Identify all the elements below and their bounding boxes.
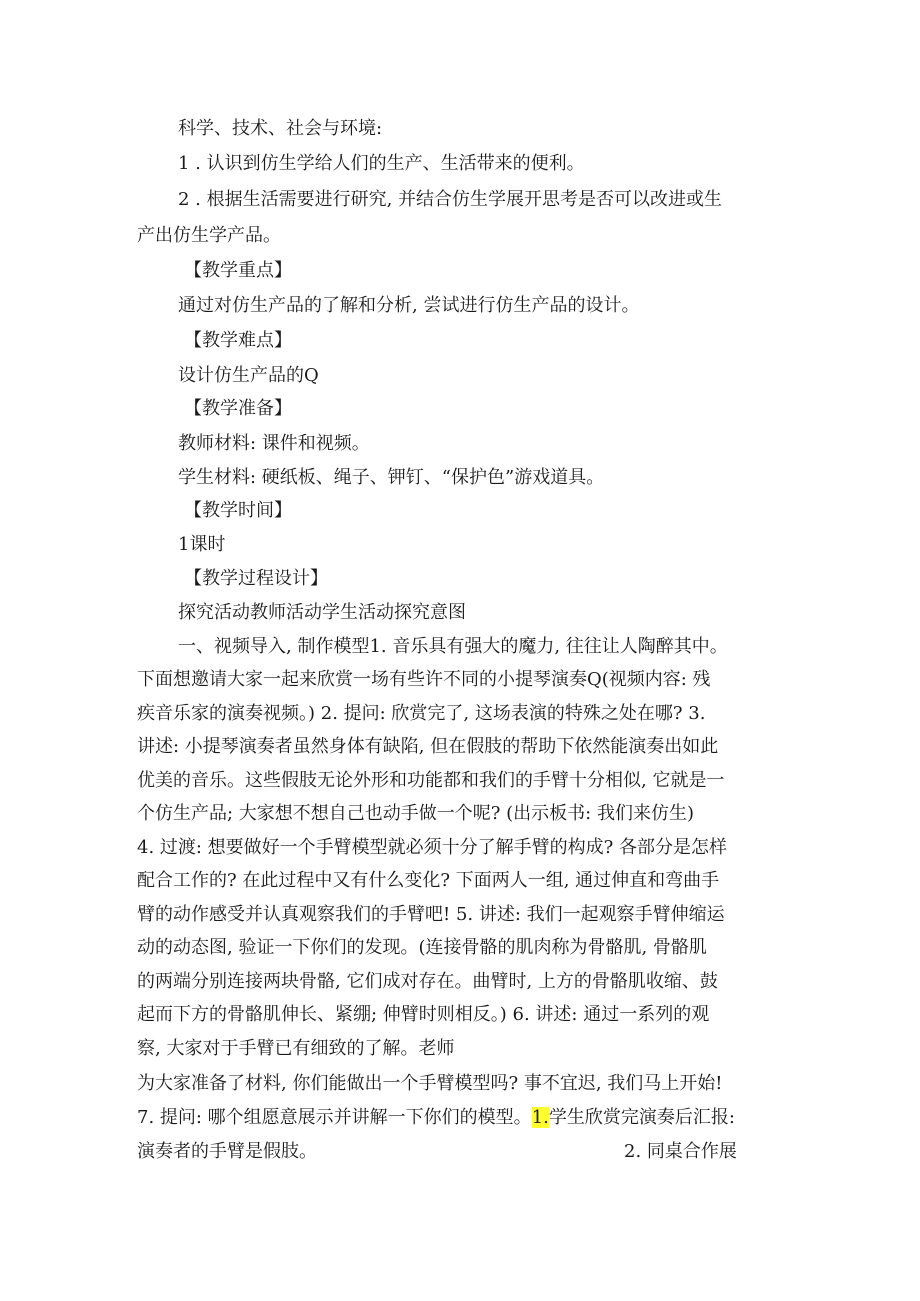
body-line-last-left: 演奏者的手臂是假肢。 [137,1141,317,1162]
student-materials: 学生材料: 硬纸板、绳子、钾钉、“保护色”游戏道具。 [178,467,605,488]
teaching-focus-text: 通过对仿生产品的了解和分析, 尝试进行仿生产品的设计。 [178,295,640,316]
teaching-focus-heading: 【教学重点】 [184,260,292,281]
goal-item-2-line-2: 产出仿生学产品。 [137,225,281,246]
process-design-heading: 【教学过程设计】 [184,568,328,589]
body-line: 臂的动作感受并认真观察我们的手臂吧! 5. 讲述: 我们一起观察手臂伸缩运 [137,904,725,925]
report-text: 学生欣赏完演奏后汇报: [548,1107,735,1128]
body-line: 下面想邀请大家一起来欣赏一场有些许不同的小提琴演奏Q(视频内容: 残 [137,669,711,690]
body-line: 4. 过渡: 想要做好一个手臂模型就必须十分了解手臂的构成? 各部分是怎样 [137,837,728,858]
body-line-last-right: 2. 同桌合作展 [624,1141,737,1162]
ask-text: 7. 提问: 哪个组愿意展示并讲解一下你们的模型。 [137,1107,532,1128]
goal-item-1: 1 . 认识到仿生学给人们的生产、生活带来的便利。 [178,153,585,174]
body-line: 一、视频导入, 制作模型1. 音乐具有强大的魔力, 往往让人陶醉其中。 [178,636,728,657]
body-line: 起而下方的骨骼肌伸长、紧绷; 伸臂时则相反。) 6. 讲述: 通过一系列的观 [137,1004,710,1025]
body-line: 的两端分别连接两块骨骼, 它们成对存在。曲臂时, 上方的骨骼肌收缩、鼓 [137,971,718,992]
teaching-difficulty-heading: 【教学难点】 [184,330,292,351]
teacher-materials: 教师材料: 课件和视频。 [178,433,370,454]
teaching-time-heading: 【教学时间】 [184,500,292,521]
body-line: 疾音乐家的演奏视频。) 2. 提问: 欣赏完了, 这场表演的特殊之处在哪? 3. [137,703,706,724]
process-table-header: 探究活动教师活动学生活动探究意图 [178,602,466,623]
body-line-prepare: 为大家准备了材料, 你们能做出一个手臂模型吗? 事不宜迟, 我们马上开始! [137,1073,723,1094]
body-line: 配合工作的? 在此过程中又有什么变化? 下面两人一组, 通过伸直和弯曲手 [137,870,720,891]
body-line: 察, 大家对于手臂已有细致的了解。老师 [137,1038,455,1059]
goals-heading: 科学、技术、社会与环境: [178,118,383,139]
teaching-prep-heading: 【教学准备】 [184,398,292,419]
highlighted-number: 1. [531,1107,549,1128]
body-line: 讲述: 小提琴演奏者虽然身体有缺陷, 但在假肢的帮助下依然能演奏出如此 [137,736,719,757]
teaching-difficulty-text: 设计仿生产品的Q [178,365,319,386]
body-line: 优美的音乐。这些假肢无论外形和功能都和我们的手臂十分相似, 它就是一 [137,770,725,791]
goal-item-2-line-1: 2 . 根据生活需要进行研究, 并结合仿生学展开思考是否可以改进或生 [178,189,723,210]
body-line: 动的动态图, 验证一下你们的发现。(连接骨骼的肌肉称为骨骼肌, 骨骼肌 [137,937,707,958]
body-line-ask [137,1106,735,1130]
body-line: 个仿生产品; 大家想不想自己也动手做一个呢? (出示板书: 我们来仿生) [137,803,694,824]
teaching-time-text: 1课时 [178,534,226,555]
